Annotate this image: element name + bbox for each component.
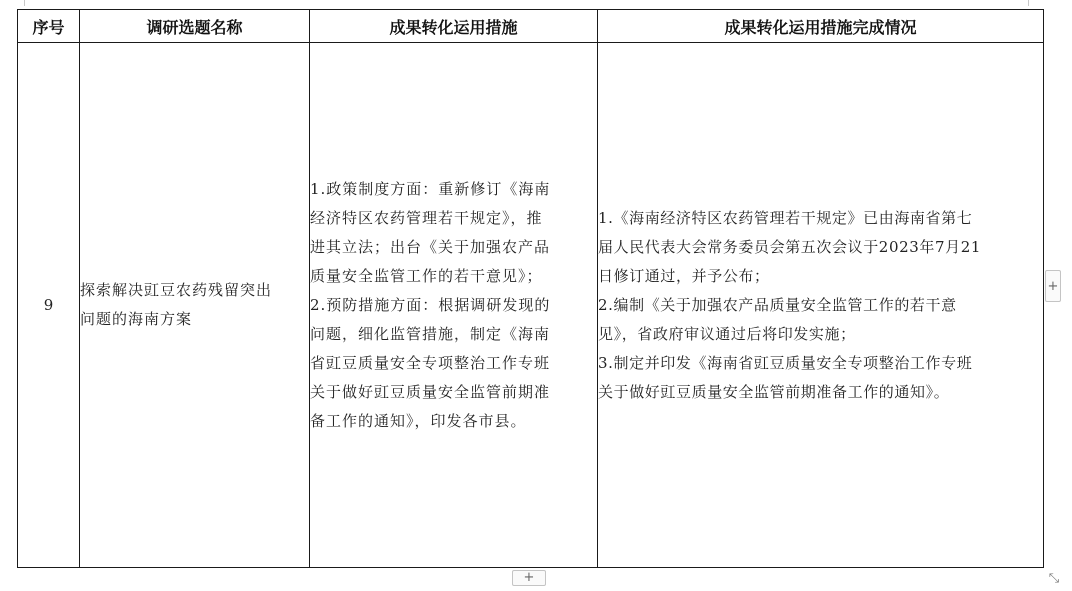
cell-measures[interactable]: [310, 43, 598, 568]
header-status[interactable]: 成果转化运用措施完成情况: [598, 10, 1044, 43]
table-row: [18, 43, 1044, 568]
status-line: 关于做好豇豆质量安全监管前期准备工作的通知》。: [598, 382, 950, 401]
measure-line: 2.预防措施方面：根据调研发现的: [310, 295, 551, 314]
measure-line: 经济特区农药管理若干规定》，推: [310, 208, 543, 227]
results-table: [17, 9, 1044, 568]
cell-status[interactable]: [598, 43, 1044, 568]
status-line: 日修订通过，并予公布；: [598, 266, 770, 285]
header-seq[interactable]: 序号: [18, 10, 80, 43]
measure-line: 进其立法；出台《关于加强农产品: [310, 237, 551, 256]
status-line: 届人民代表大会常务委员会第五次会议于2023年7月21: [598, 237, 982, 256]
title-line: 问题的海南方案: [80, 310, 193, 328]
title-line: 探索解决豇豆农药残留突出: [80, 281, 273, 299]
status-line: 1.《海南经济特区农药管理若干规定》已由海南省第七: [598, 208, 973, 227]
status-line: 见》，省政府审议通过后将印发实施；: [598, 324, 856, 343]
page-corner-mark-right: [1000, 0, 1029, 6]
measure-line: 1.政策制度方面：重新修订《海南: [310, 179, 551, 198]
status-line: 3.制定并印发《海南省豇豆质量安全专项整治工作专班: [598, 353, 973, 372]
measure-line: 质量安全监管工作的若干意见》；: [310, 266, 543, 285]
add-column-button[interactable]: +: [1045, 270, 1061, 302]
cell-seq[interactable]: 9: [18, 43, 80, 568]
add-row-button[interactable]: +: [512, 570, 546, 586]
measure-line: 关于做好豇豆质量安全监管前期准: [310, 382, 551, 401]
table-header-row: [18, 10, 1044, 43]
header-title[interactable]: 调研选题名称: [80, 10, 310, 43]
measure-line: 备工作的通知》，印发各市县。: [310, 411, 527, 430]
status-line: 2.编制《关于加强农产品质量安全监管工作的若干意: [598, 295, 957, 314]
measure-line: 省豇豆质量安全专项整治工作专班: [310, 353, 551, 372]
header-measures[interactable]: 成果转化运用措施: [310, 10, 598, 43]
measure-line: 问题，细化监管措施，制定《海南: [310, 324, 551, 343]
cell-title[interactable]: [80, 43, 310, 568]
resize-handle-icon[interactable]: ⤡: [1048, 571, 1060, 586]
page-corner-mark-left: [24, 0, 53, 6]
